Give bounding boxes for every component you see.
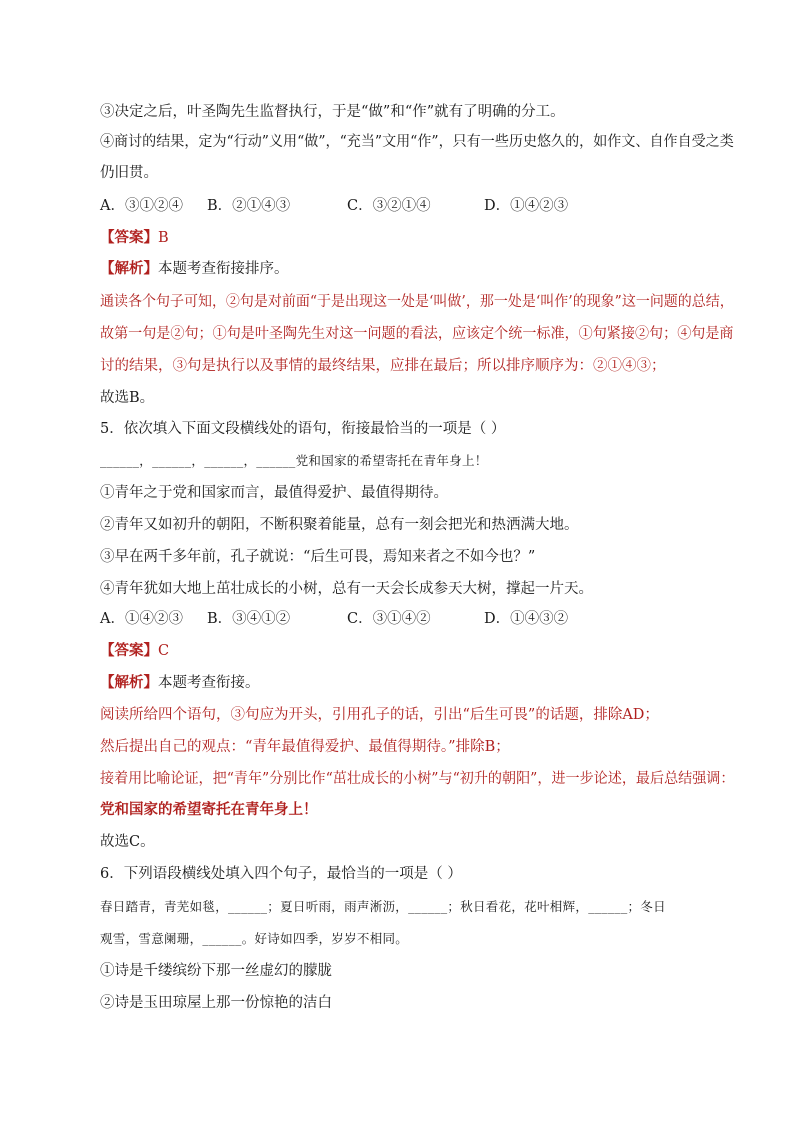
- q5-analysis-head: [100, 673, 260, 693]
- answer-value: B: [158, 230, 169, 246]
- q4-analysis-line-3: 讨的结果，③句是执行以及事情的最终结果，应排在最后；所以排序顺序为：②①④③；: [100, 358, 666, 374]
- q5-option-d: D．①④③②: [484, 611, 569, 627]
- analysis-tag: 【解析】: [100, 674, 158, 691]
- q4-conclusion: 故选B。: [100, 390, 155, 406]
- q4-sentence-4-line-2: 仍旧贯。: [100, 165, 158, 181]
- q5-option-b: B．③④①②: [207, 611, 291, 627]
- q5-option-a: A．①④②③: [100, 611, 183, 627]
- analysis-tag: 【解析】: [100, 260, 158, 277]
- q4-option-a: A．③①②④: [100, 198, 183, 214]
- q6-stem: 6．下列语段横线处填入四个句子，最恰当的一项是（ ）: [100, 866, 462, 882]
- q5-sentence-4: ④青年犹如大地上茁壮成长的小树，总有一天会长成参天大树，撑起一片天。: [100, 581, 593, 597]
- answer-tag: 【答案】: [100, 642, 158, 659]
- q5-analysis-line-2: 然后提出自己的观点：“青年最值得爱护、最值得期待。”排除B；: [100, 739, 510, 755]
- q4-sentence-3: ③决定之后，叶圣陶先生监督执行，于是“做”和“作”就有了明确的分工。: [100, 104, 565, 120]
- q4-analysis-line-2: 故第一句是②句；①句是叶圣陶先生对这一问题的看法，应该定个统一标准，①句紧接②句；④句是商: [100, 326, 734, 342]
- analysis-head-text: 本题考查衔接排序。: [158, 261, 289, 277]
- q6-passage-line-2: 观雪，雪意阑珊，______。好诗如四季，岁岁不相同。: [100, 931, 409, 946]
- q4-option-c: C．③②①④: [347, 198, 431, 214]
- answer-tag: 【答案】: [100, 229, 158, 246]
- q4-option-d: D．①④②③: [484, 198, 569, 214]
- q5-analysis-line-4: 党和国家的希望寄托在青年身上！: [100, 801, 318, 818]
- q5-sentence-2: ②青年又如初升的朝阳，不断积聚着能量，总有一刻会把光和热洒满大地。: [100, 517, 579, 533]
- q5-answer: [100, 641, 169, 661]
- q5-conclusion: 故选C。: [100, 834, 155, 850]
- q6-sentence-2: ②诗是玉田琼屋上那一份惊艳的洁白: [100, 995, 332, 1011]
- q5-analysis-line-1: 阅读所给四个语句，③句应为开头，引用孔子的话，引出“后生可畏”的话题，排除AD；: [100, 707, 659, 723]
- q4-option-b: B．②①④③: [207, 198, 291, 214]
- q5-stem: 5．依次填入下面文段横线处的语句，衔接最恰当的一项是（ ）: [100, 421, 506, 437]
- q6-sentence-1: ①诗是千缕缤纷下那一丝虚幻的朦胧: [100, 963, 332, 979]
- q5-analysis-line-3: 接着用比喻论证，把“青年”分别比作“茁壮成长的小树”与“初升的朝阳”，进一步论述，最后总结强调：: [100, 771, 735, 787]
- q5-option-c: C．③①④②: [347, 611, 431, 627]
- q6-passage-line-1: 春日踏青，青芜如毯，______；夏日听雨，雨声淅沥，______；秋日看花，花叶相辉，______；冬日: [100, 899, 666, 914]
- q4-sentence-4-line-1: ④商讨的结果，定为“行动”义用“做”，“充当”文用“作”，只有一些历史悠久的，如作文、自作自受之类: [100, 134, 734, 150]
- q5-sentence-1: ①青年之于党和国家而言，最值得爱护、最值得期待。: [100, 485, 448, 501]
- answer-value: C: [158, 643, 170, 659]
- q4-answer: [100, 228, 169, 248]
- q4-analysis-head: [100, 259, 289, 279]
- q5-sentence-3: ③早在两千多年前，孔子就说：“后生可畏，焉知来者之不如今也？”: [100, 549, 536, 565]
- analysis-head-text: 本题考查衔接。: [158, 675, 260, 691]
- q4-analysis-line-1: 通读各个句子可知，②句是对前面“于是出现这一处是‘叫做’，那一处是‘叫作’的现象”这一问题的总结，: [100, 294, 734, 310]
- q5-fill-line: ______，______，______，______党和国家的希望寄托在青年身上！: [100, 453, 488, 468]
